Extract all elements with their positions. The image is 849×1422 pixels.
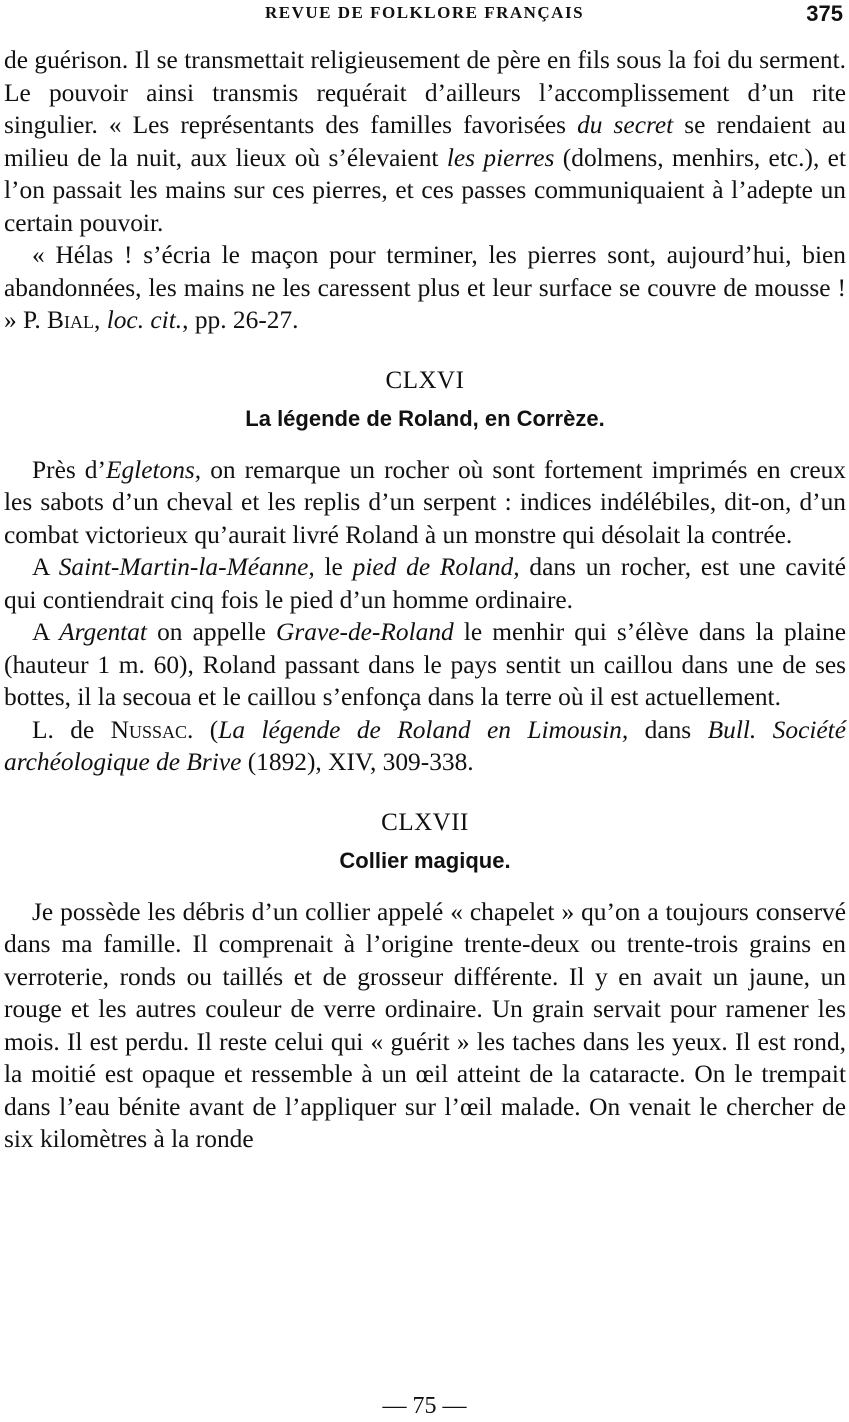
text-run: A bbox=[32, 553, 59, 581]
text-run: (dolmens, menhirs, etc.), et l’on passait les mains sur ces pierres, et ces passes communiquaient à l’adepte un certain pouvoir. bbox=[4, 143, 846, 237]
running-title: REVUE DE FOLKLORE FRANÇAIS bbox=[264, 3, 585, 22]
text-run: A bbox=[32, 618, 60, 646]
text-run: dans un rocher, est une cavité qui contiendrait cinq fois le pied d’un homme ordinaire. bbox=[4, 553, 846, 614]
italic-text: Bull. Société archéologique de Brive bbox=[4, 715, 846, 776]
footer-page-number: — 75 — bbox=[382, 1393, 467, 1419]
paragraph bbox=[4, 896, 846, 1156]
section-title: Collier magique. bbox=[339, 848, 511, 873]
italic-text: du secret bbox=[577, 111, 674, 139]
italic-text: les pierres bbox=[446, 143, 555, 172]
text-run: Je possède les débris d’un collier appelé « chapelet » qu’on a toujours conservé dans ma famille. Il comprenait à l’origine trente-deux ou trente-trois grains en verroterie, ronds ou taillés et de grosseur différente. Il y en avait un jaune, un rouge et les autres couleur de verre ordinaire. Un grain servait pour ramener les mois. Il est perdu. Il reste celui qui « guérit » les taches dans les yeux. Il est rond, la moitié est opaque et ressemble à un œil atteint de la cataracte. On le trempait dans l’eau bénite avant de l’appliquer sur l’œil malade. On venait le chercher de six kilomètres à la ronde bbox=[4, 897, 846, 1153]
text-run: se rendaient au milieu de la nuit, aux lieux où s’élevaient bbox=[4, 111, 846, 172]
paragraph bbox=[4, 454, 846, 552]
paragraph bbox=[4, 714, 846, 779]
text-run: le menhir qui s’élève dans la plaine (hauteur 1 m. 60), Roland passant dans le pays sentit un caillou dans une de ses bottes, il la secoua et le caillou s’enfonça dans la terre où il est actuellement. bbox=[4, 618, 846, 711]
running-header bbox=[0, 1, 849, 25]
header-page-number: 375 bbox=[806, 1, 843, 26]
text-run: . ( bbox=[187, 715, 219, 744]
body-text bbox=[4, 44, 846, 1156]
section-number: CLXVII bbox=[381, 808, 469, 836]
italic-text: La légende de Roland en Limousin, bbox=[218, 715, 629, 744]
text-run: L. de bbox=[32, 715, 111, 744]
paragraph bbox=[4, 239, 846, 337]
author-name: Nussac bbox=[110, 715, 188, 744]
text-run: , pp. 26-27. bbox=[182, 306, 299, 334]
italic-text: Egletons, bbox=[105, 455, 202, 484]
text-run: de guérison. Il se transmettait religieusement de père en fils sous la foi du serment. Le pouvoir ainsi transmis requérait d’ailleurs l’accomplissement d’un rite singulier. « Les représentants des familles favorisées bbox=[4, 46, 846, 139]
section-title: La légende de Roland, en Corrèze. bbox=[245, 406, 605, 431]
text-run: Près d’ bbox=[32, 455, 106, 484]
text-run: (1892), XIV, 309-338. bbox=[241, 748, 474, 776]
author-name: Bial bbox=[47, 306, 94, 334]
text-run: dans bbox=[628, 715, 708, 744]
italic-text: loc. cit. bbox=[106, 306, 183, 334]
italic-text: Argentat bbox=[59, 618, 147, 646]
italic-text: Grave-de-Roland bbox=[276, 618, 454, 646]
paragraph bbox=[4, 44, 846, 239]
italic-text: pied de Roland, bbox=[352, 553, 520, 581]
text-run: « Hélas ! s’écria le maçon pour terminer, les pierres sont, aujourd’hui, bien abandonnées, les mains ne les caressent plus et leur surface se couvre de mousse ! » P. bbox=[4, 241, 846, 334]
italic-text: Saint-Martin-la-Méanne, bbox=[58, 553, 315, 581]
text-run: , bbox=[93, 306, 107, 334]
paragraph bbox=[4, 616, 846, 714]
paragraph bbox=[4, 551, 846, 616]
text-run: le bbox=[314, 553, 353, 581]
section-number: CLXVI bbox=[385, 366, 465, 394]
text-run: on appelle bbox=[146, 618, 277, 646]
text-run: on remarque un rocher où sont fortement imprimés en creux les sabots d’un cheval et les replis d’un serpent : indices indélébiles, dit-on, d’un combat victorieux qu’aurait livré Roland à un monstre qui désolait la contrée. bbox=[4, 455, 846, 549]
